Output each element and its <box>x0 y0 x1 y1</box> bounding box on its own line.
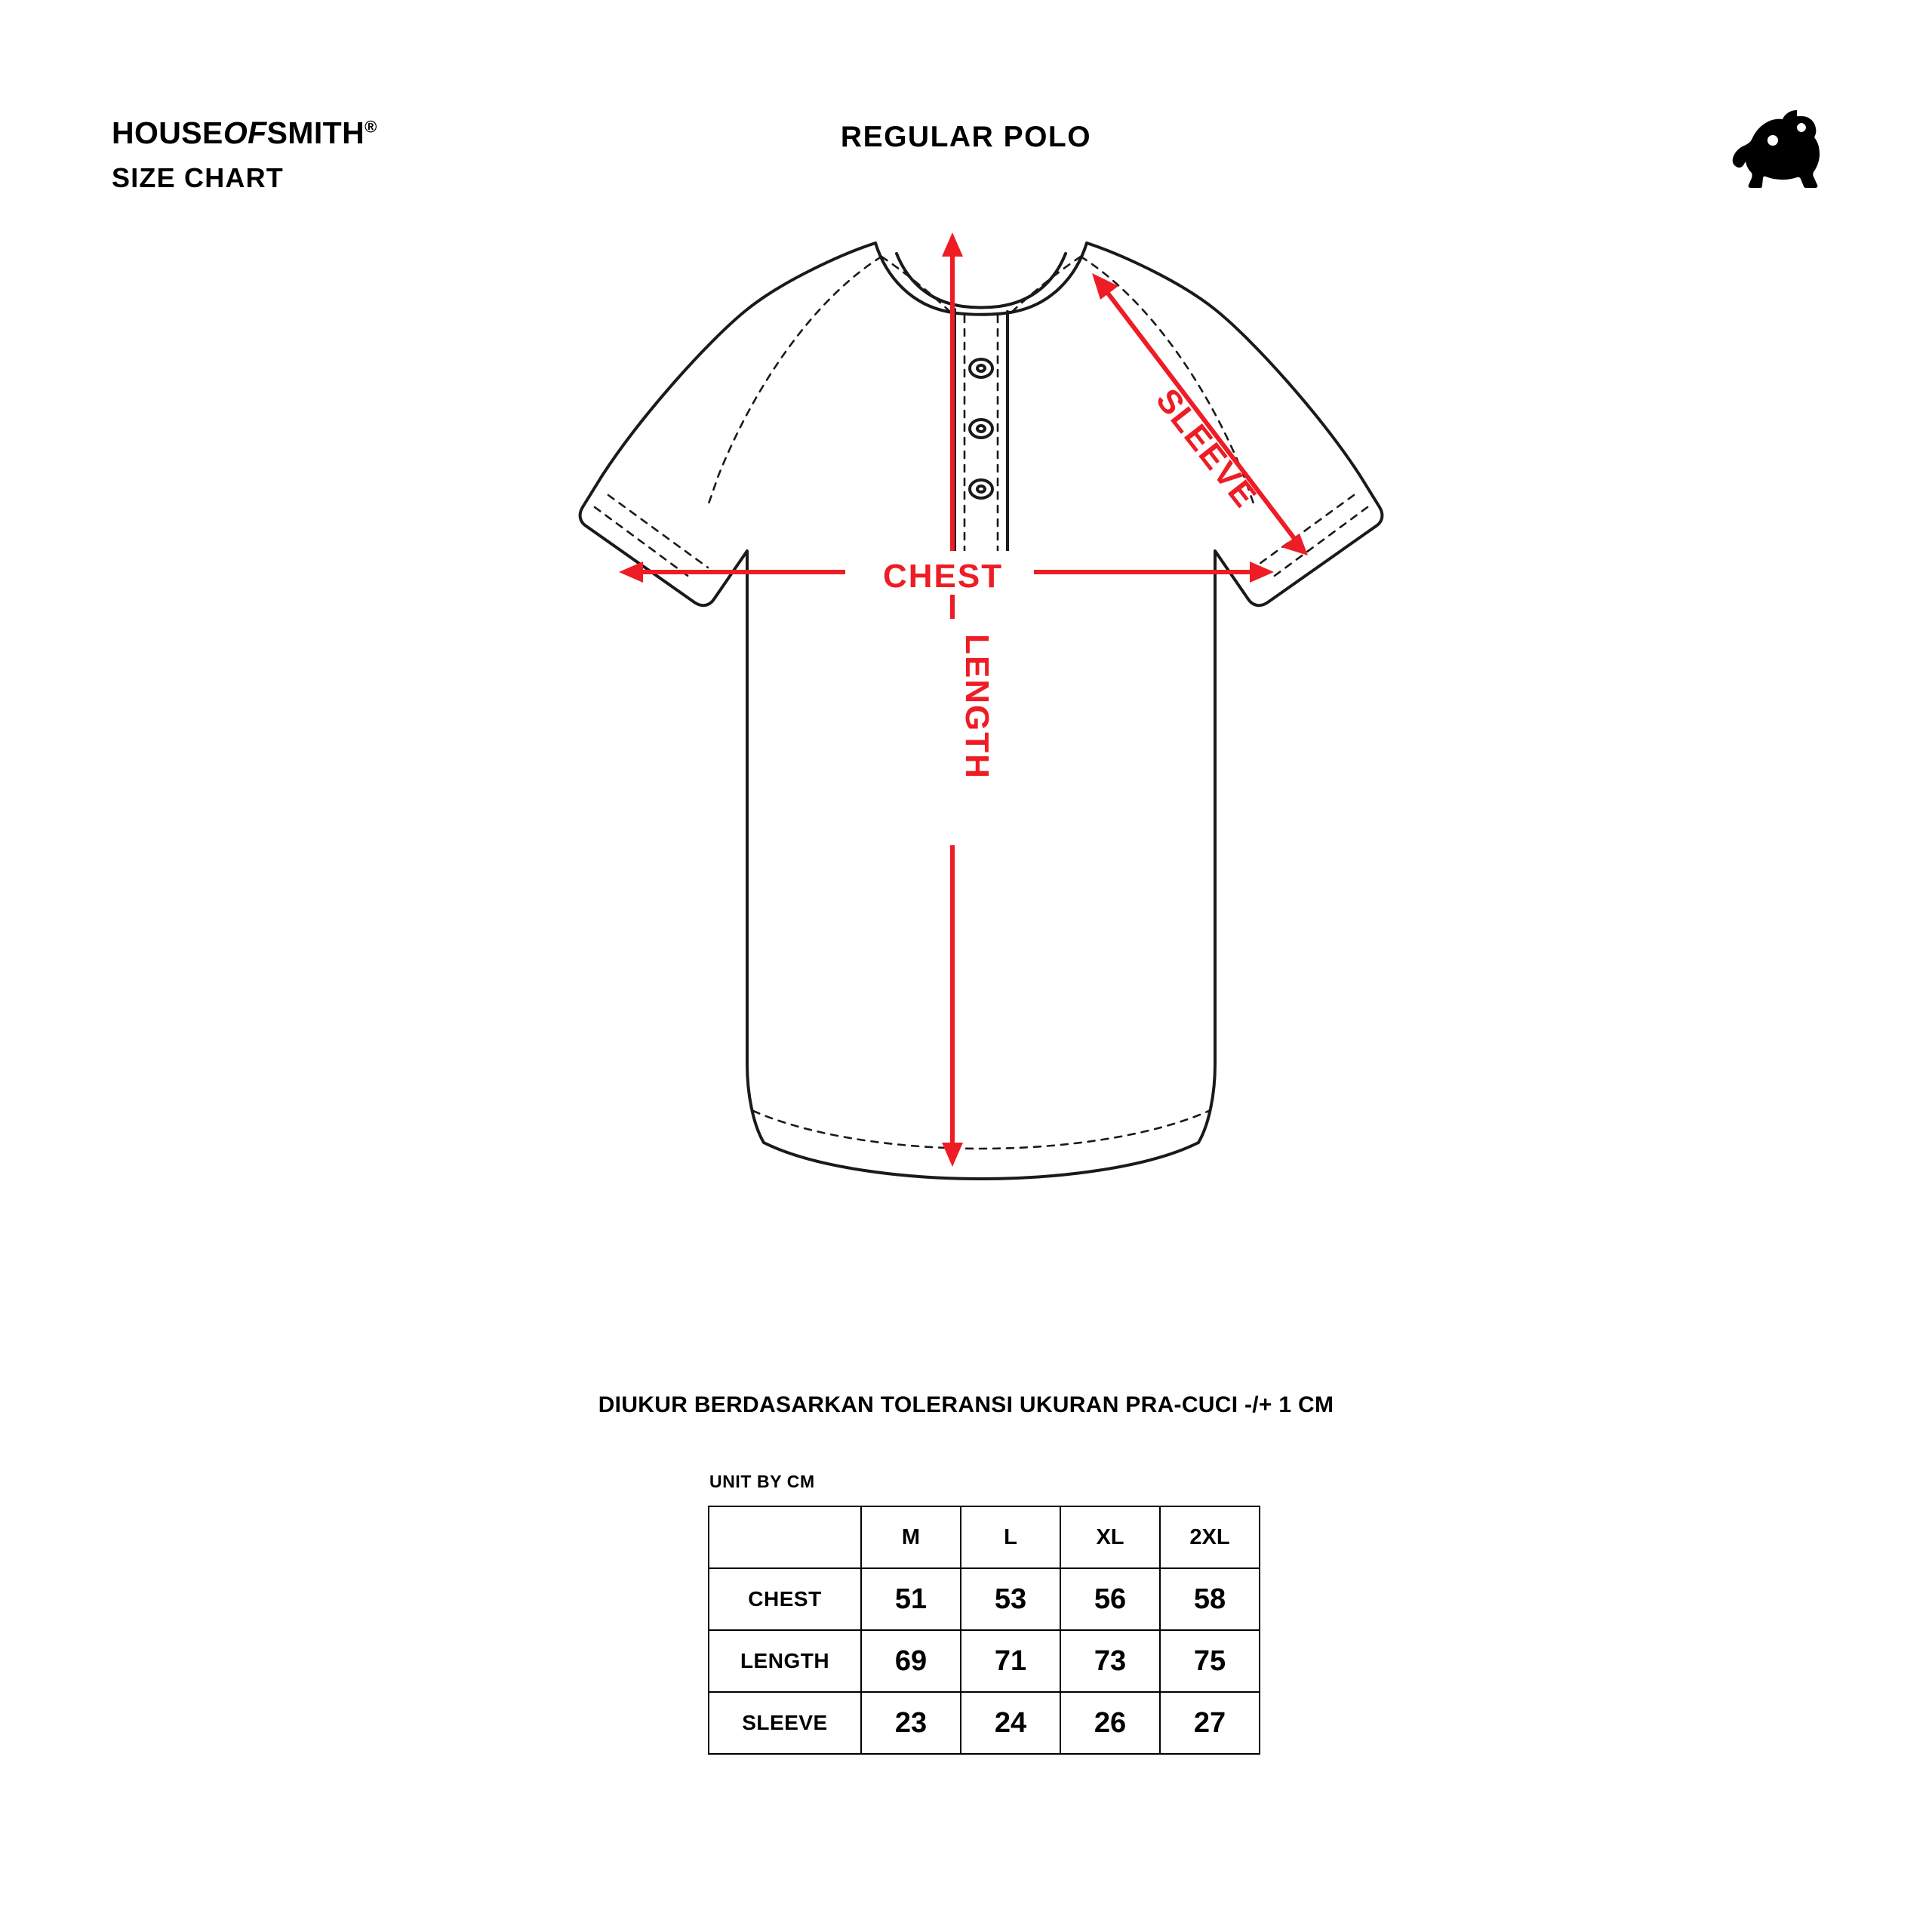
unit-label: UNIT BY CM <box>709 1472 815 1491</box>
table-row <box>709 1692 1260 1754</box>
table-row <box>709 1568 1260 1630</box>
garment-diagram <box>392 226 1570 1283</box>
cell-chest-2xl: 58 <box>1160 1568 1260 1630</box>
table-row <box>709 1630 1260 1692</box>
brand-subtitle: SIZE CHART <box>112 162 284 194</box>
row-label-length: LENGTH <box>709 1630 861 1692</box>
cell-chest-m: 51 <box>861 1568 961 1630</box>
gorilla-logo-icon <box>1724 106 1826 189</box>
cell-chest-l: 53 <box>961 1568 1060 1630</box>
page-title: REGULAR POLO <box>840 121 1092 153</box>
cell-length-xl: 73 <box>1060 1630 1160 1692</box>
brand-name-part1: HOUSE <box>112 115 223 150</box>
registered-mark: ® <box>365 117 377 137</box>
sleeve-label: SLEEVE <box>1149 381 1265 515</box>
column-header-2xl: 2XL <box>1160 1506 1260 1568</box>
table-header-row <box>709 1506 1260 1568</box>
cell-sleeve-xl: 26 <box>1060 1692 1160 1754</box>
cell-length-2xl: 75 <box>1160 1630 1260 1692</box>
size-chart-table <box>708 1506 1260 1755</box>
cell-chest-xl: 56 <box>1060 1568 1160 1630</box>
measurement-note: DIUKUR BERDASARKAN TOLERANSI UKURAN PRA-CUCI -/+ 1 CM <box>598 1392 1334 1417</box>
cell-sleeve-l: 24 <box>961 1692 1060 1754</box>
column-header-xl: XL <box>1060 1506 1160 1568</box>
cell-length-l: 71 <box>961 1630 1060 1692</box>
column-header-m: M <box>861 1506 961 1568</box>
cell-sleeve-2xl: 27 <box>1160 1692 1260 1754</box>
length-label: LENGTH <box>958 634 995 780</box>
column-header-l: L <box>961 1506 1060 1568</box>
brand-name-part3: SMITH <box>266 115 365 150</box>
brand-name-part2: OF <box>223 115 267 150</box>
chest-label: CHEST <box>883 558 1004 595</box>
cell-length-m: 69 <box>861 1630 961 1692</box>
row-label-sleeve: SLEEVE <box>709 1692 861 1754</box>
row-label-chest: CHEST <box>709 1568 861 1630</box>
cell-sleeve-m: 23 <box>861 1692 961 1754</box>
table-corner-cell <box>709 1506 861 1568</box>
